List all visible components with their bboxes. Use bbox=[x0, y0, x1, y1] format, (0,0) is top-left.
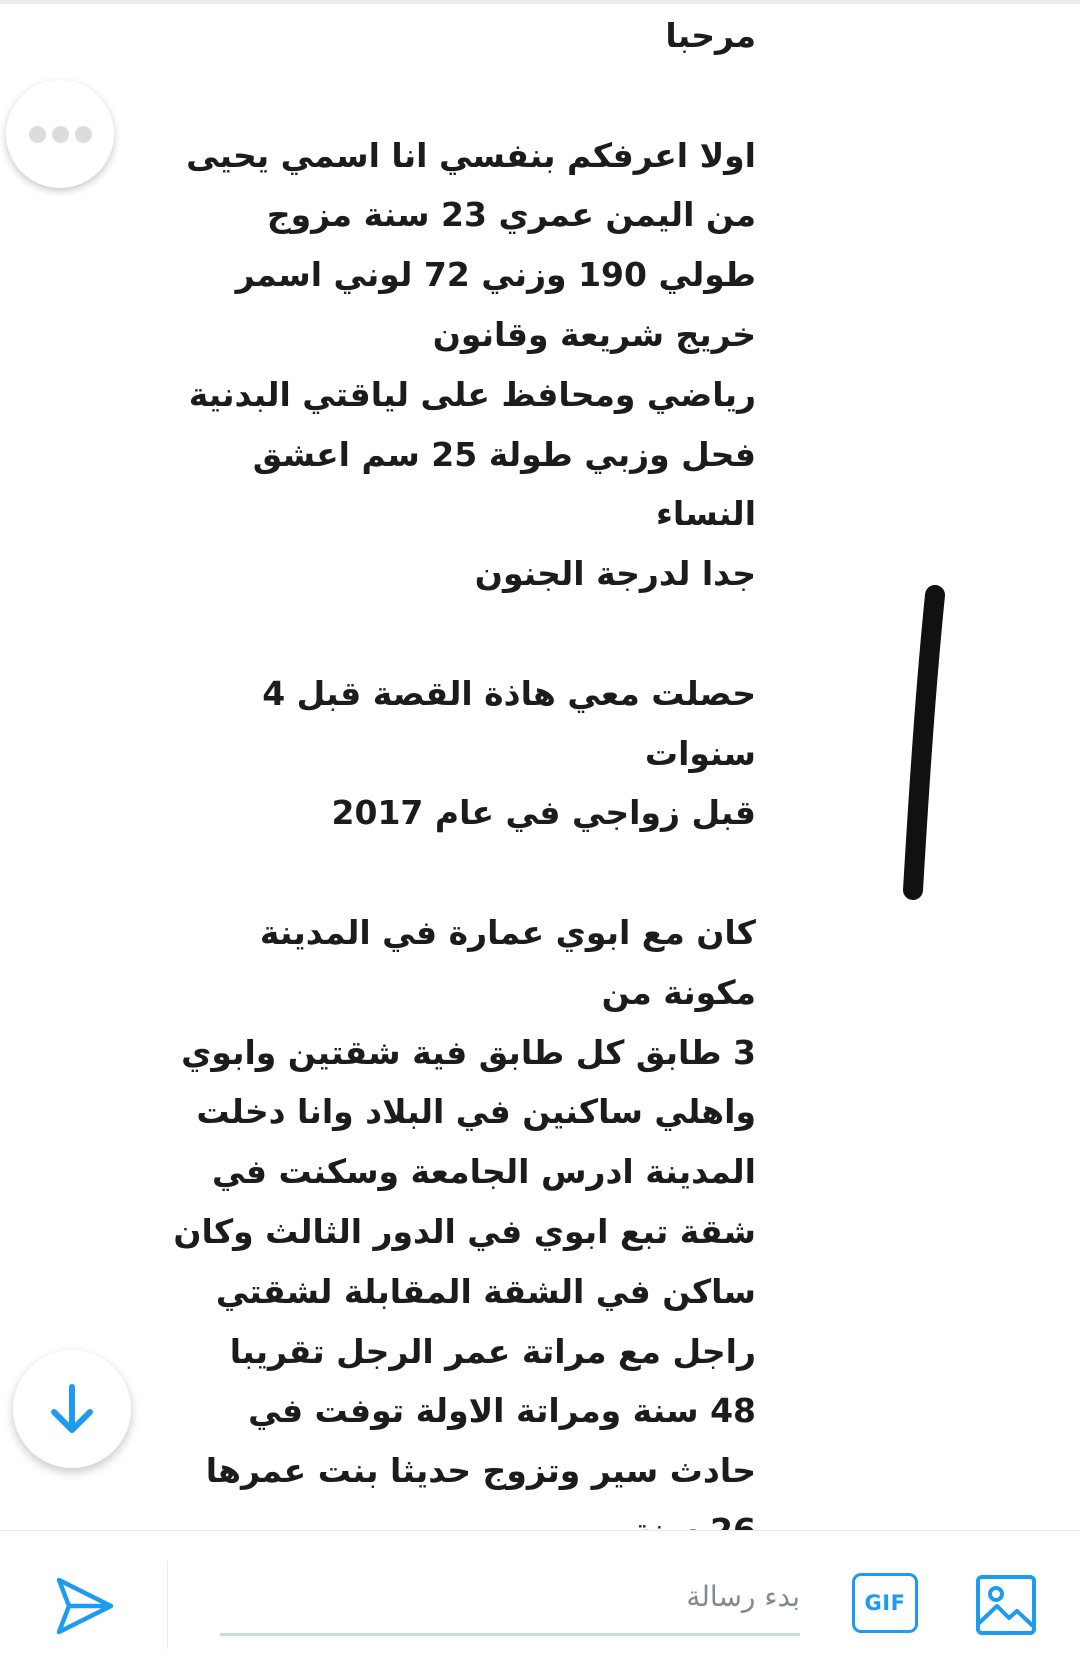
add-media-button[interactable] bbox=[974, 1573, 1038, 1637]
message-line: كان مع ابوي عمارة في المدينة bbox=[259, 912, 756, 952]
message-line: اولا اعرفكم بنفسي انا اسمي يحيى bbox=[186, 135, 756, 175]
message-line: المدينة ادرس الجامعة وسكنت في bbox=[211, 1152, 756, 1192]
send-button[interactable] bbox=[50, 1571, 120, 1641]
send-icon bbox=[53, 1574, 117, 1638]
message-line: واهلي ساكنين في البلاد وانا دخلت bbox=[196, 1092, 756, 1132]
message-line: 3 طابق كل طابق فية شقتين وابوي bbox=[181, 1032, 756, 1072]
message-line: جدا لدرجة الجنون bbox=[474, 554, 756, 594]
composer-divider bbox=[167, 1561, 168, 1649]
message-line: 48 سنة ومراتة الاولة توفت في bbox=[248, 1391, 756, 1431]
blank-line bbox=[196, 604, 756, 664]
message-line: مكونة من bbox=[601, 972, 756, 1012]
message-composer bbox=[0, 1530, 1080, 1680]
message-body bbox=[173, 6, 756, 1561]
gif-button[interactable] bbox=[852, 1573, 918, 1633]
message-line: حصلت معي هاذة القصة قبل 4 bbox=[262, 673, 756, 713]
image-icon bbox=[975, 1574, 1037, 1636]
message-line: طولي 190 وزني 72 لوني اسمر bbox=[235, 255, 756, 295]
more-horizontal-icon bbox=[29, 126, 92, 143]
arrow-down-icon bbox=[47, 1383, 97, 1435]
blank-line bbox=[196, 843, 756, 903]
gif-icon: GIF bbox=[864, 1591, 906, 1615]
message-line: شقة تبع ابوي في الدور الثالث وكان bbox=[173, 1211, 756, 1251]
message-line: فحل وزبي طولة 25 سم اعشق bbox=[252, 434, 756, 474]
message-line: راجل مع مراتة عمر الرجل تقريبا bbox=[229, 1331, 756, 1371]
more-options-button[interactable] bbox=[6, 80, 114, 188]
message-line: من اليمن عمري 23 سنة مزوج bbox=[266, 195, 756, 235]
message-line: ساكن في الشقة المقابلة لشقتي bbox=[215, 1271, 756, 1311]
message-line: رياضي ومحافظ على لياقتي البدنية bbox=[188, 374, 756, 414]
blank-line bbox=[196, 66, 756, 126]
message-line: سنوات bbox=[644, 733, 756, 773]
scroll-to-bottom-button[interactable] bbox=[13, 1350, 131, 1468]
message-line: قبل زواجي في عام 2017 bbox=[331, 793, 756, 833]
message-line: النساء bbox=[655, 494, 756, 534]
message-line: خريج شريعة وقانون bbox=[432, 314, 756, 354]
message-line: حادث سير وتزوج حديثا بنت عمرها bbox=[205, 1451, 756, 1491]
message-line: مرحبا bbox=[665, 16, 756, 55]
message-input[interactable] bbox=[220, 1566, 800, 1636]
marker-stroke-drawing bbox=[895, 585, 955, 905]
